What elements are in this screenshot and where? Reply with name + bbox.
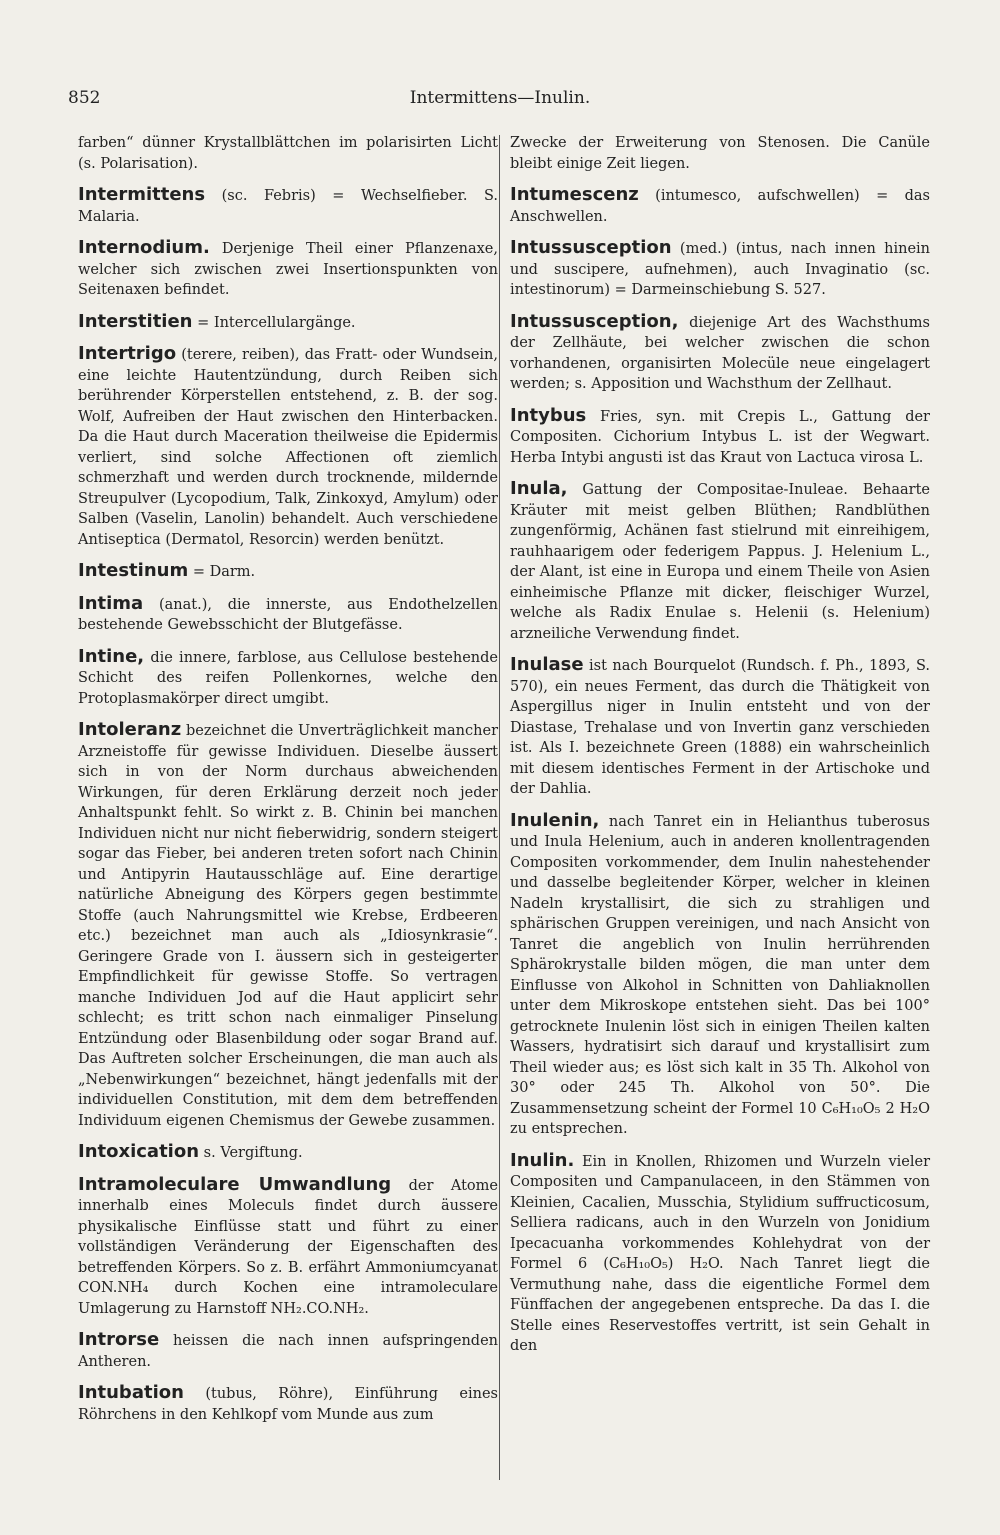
entry-intertrigo bbox=[78, 344, 498, 550]
entry-headword: Inulase bbox=[510, 654, 584, 675]
entry-text: der Atome innerhalb eines Moleculs findet durch äussere physikalische Einflüsse statt und führt zu einer vollständigen Veränderung der Eigenschaften des betreffenden Körpers. So z. B. erfährt Ammoniumcyanat CON.NH₄ durch Kochen eine intramoleculare Umlagerung zu Harnstoff NH₂.CO.NH₂. bbox=[78, 1177, 498, 1317]
entry-intoleranz bbox=[78, 720, 498, 1131]
column-divider bbox=[499, 135, 500, 1480]
entry-headword: Intussusception bbox=[510, 237, 672, 258]
entry-text: (sc. Febris) = Wechselfieber. S. Malaria. bbox=[78, 188, 498, 225]
entry-text: s. Vergiftung. bbox=[203, 1145, 303, 1161]
entry-introrse bbox=[78, 1330, 498, 1372]
entry-headword: Intoxication bbox=[78, 1141, 200, 1162]
entry-intussusception bbox=[510, 312, 930, 395]
entry-headword: Intramoleculare Umwandlung bbox=[78, 1173, 392, 1195]
entry-headword: Intima bbox=[78, 592, 144, 614]
entry-headword: Inulin. bbox=[510, 1149, 575, 1171]
entry-inulenin bbox=[510, 811, 930, 1140]
entry-intestinum bbox=[78, 561, 498, 583]
entry-text: (med.) (intus, nach innen hinein und suscipere, aufnehmen), auch Invaginatio (sc. intestinorum) = Darmeinschiebung S. 527. bbox=[510, 241, 931, 298]
entry-text: = Darm. bbox=[192, 564, 256, 580]
entry-text: ist nach Bourquelot (Rundsch. f. Ph., 1893, S. 570), ein neues Ferment, das durch die Thätigkeit von Aspergillus niger in Inulin entsteht und von der Diastase, Trehalase und von Invertin ganz verschieden ist. Als I. bezeichnete Green (1888) ein wahrscheinlich mit diesem identisches Ferment in der Artischoke und der Dahlia. bbox=[510, 658, 931, 797]
entry-intubation bbox=[78, 1383, 498, 1425]
entry-headword: Intine, bbox=[78, 645, 145, 667]
entry-continuation bbox=[510, 133, 930, 174]
entry-inulin bbox=[510, 1151, 930, 1357]
entry-text: bezeichnet die Unverträglichkeit mancher Arzneistoffe für gewisse Individuen. Dieselbe äussert sich in von der Norm durchaus abweichenden Wirkungen, für deren Erklärung derzeit noch jeder Anhaltspunkt fehlt. So wirkt z. B. Chinin bei manchen Individuen nicht nur nicht fieberwidrig, sondern steigert sogar das Fieber, bei anderen treten sofort nach Chinin und Antipyrin Hautausschläge auf. Eine derartige natürliche Abneigung des Körpers gegen bestimmte Stoffe (auch Nahrungsmittel wie Krebse, Erdbeeren etc.) bezeichnet man auch als „Idiosynkrasie“. Geringere Grade von I. äussern sich in gesteigerter Empfindlichkeit für gewisse Stoffe. So vertragen manche Individuen Jod auf die Haut applicirt sehr schlecht; es tritt schon nach einmaliger Pinselung Entzündung oder Blasenbildung oder sogar Brand auf. Das Auftreten solcher Erscheinungen, die man auch als „Nebenwirkungen“ bezeichnet, hängt jedenfalls mit der individuellen Constitution, mit dem dem betreffenden Individuum eigenen Chemismus der Gewebe zusammen. bbox=[78, 723, 498, 1129]
entry-text: nach Tanret ein in Helianthus tuberosus und Inula Helenium, auch in anderen knollentragenden Compositen vorkommender, dem Inulin nahestehender und dasselbe begleitender Körper, welcher in kleinen Nadeln krystallisirt, die sich zu strahligen und sphärischen Gruppen vereinigen, und nach Ansicht von Tanret die angeblich von Inulin herrührenden Sphärokrystalle bilden mögen, die man unter dem Einflusse von Alkohol in Schnitten von Dahliaknollen unter dem Mikroskope entstehen sieht. Das bei 100° getrocknete Inulenin löst sich in einigen Theilen kalten Wassers, hydratisirt sich darauf und krystallisirt zum Theil wieder aus; es löst sich kalt in 35 Th. Alkohol von 30° oder 245 Th. Alkohol von 50°. Die Zusammensetzung scheint der Formel 10 C₆H₁₀O₅ 2 H₂O zu entsprechen. bbox=[510, 813, 930, 1137]
entry-headword: Inulenin, bbox=[510, 809, 600, 831]
entry-interstitien bbox=[78, 312, 498, 334]
entry-headword: Intestinum bbox=[78, 560, 189, 581]
entry-intramoleculare-umwandlung bbox=[78, 1175, 498, 1320]
entry-headword: Intoleranz bbox=[78, 719, 182, 740]
entry-text: (terere, reiben), das Fratt- oder Wundsein, eine leichte Hautentzündung, durch Reiben sich berührender Körperstellen entstehend, z. B. der sog. Wolf, Aufreiben der Haut zwischen den Hinterbacken. Da die Haut durch Maceration theilweise die Epidermis verliert, sind solche Affectionen oft ziemlich schmerzhaft und werden durch trocknende, mildernde Streupulver (Lycopodium, Talk, Zinkoxyd, Amylum) oder Salben (Vaselin, Lanolin) behandelt. Auch verschiedene Antiseptica (Dermatol, Resorcin) werden benützt. bbox=[78, 347, 499, 548]
entry-text: die innere, farblose, aus Cellulose bestehende Schicht des reifen Pollenkornes, welche den Protoplasmakörper direct umgibt. bbox=[78, 649, 498, 707]
entry-headword: Internodium. bbox=[78, 237, 210, 258]
entry-intima bbox=[78, 594, 498, 636]
right-column bbox=[510, 133, 930, 1368]
entry-continuation bbox=[78, 133, 498, 174]
left-column bbox=[78, 133, 498, 1436]
entry-intine bbox=[78, 647, 498, 710]
entry-text: (intumesco, aufschwellen) = das Anschwellen. bbox=[510, 188, 930, 225]
entry-inulase bbox=[510, 655, 930, 800]
entry-text: heissen die nach innen aufspringenden Antheren. bbox=[78, 1333, 498, 1370]
entry-intybus bbox=[510, 406, 930, 469]
entry-text: diejenige Art des Wachsthums der Zellhäute, bei welcher zwischen die schon vorhandenen, organisirten Molecüle neue eingelagert werden; s. Apposition und Wachsthum der Zellhaut. bbox=[510, 314, 931, 392]
entry-text: farben“ dünner Krystallblättchen im polarisirten Licht (s. Polarisation). bbox=[78, 135, 498, 172]
entry-text: = Intercellulargänge. bbox=[197, 314, 356, 331]
running-head: Intermittens—Inulin. bbox=[409, 88, 591, 108]
entry-text: Zwecke der Erweiterung von Stenosen. Die Canüle bleibt einige Zeit liegen. bbox=[510, 135, 930, 172]
entry-text: Ein in Knollen, Rhizomen und Wurzeln vieler Compositen und Campanulaceen, in den Stämmen von Kleinien, Cacalien, Musschia, Stylidium suffructicosum, Selliera radicans, auch in den Wurzeln von Jonidium Ipecacuanha vorkommendes Kohlehydrat von der Formel 6 (C₆H₁₀O₅) H₂O. Nach Tanret liegt die Vermuthung nahe, dass die eigentliche Formel dem Fünffachen der angegebenen entspreche. Da das I. die Stelle eines Reservestoffes vertritt, ist sein Gehalt in den bbox=[510, 1153, 931, 1354]
entry-headword: Intybus bbox=[510, 404, 587, 426]
entry-text: (tubus, Röhre), Einführung eines Röhrchens in den Kehlkopf vom Munde aus zum bbox=[78, 1386, 498, 1423]
entry-headword: Intussusception, bbox=[510, 310, 679, 332]
entry-text: (anat.), die innerste, aus Endothelzellen bestehende Gewebsschicht der Blutgefässe. bbox=[78, 596, 499, 633]
entry-intermittens bbox=[78, 185, 498, 227]
entry-headword: Intermittens bbox=[78, 184, 206, 205]
entry-text: Gattung der Compositae-Inuleae. Behaarte Kräuter mit meist gelben Blüthen; Randblüthen zungenförmig, Achänen fast stielrund mit einreihigem, rauhhaarigem oder federigem Pappus. J. Helenium L., der Alant, ist eine in Europa und einem Theile von Asien einheimische Pflanze mit dicker, fleischiger Wurzel, welche als Radix Enulae s. Helenii (s. Helenium) arzneiliche Verwendung findet. bbox=[510, 482, 930, 642]
entry-intumescenz bbox=[510, 185, 930, 227]
entry-internodium bbox=[78, 238, 498, 301]
entry-intussusception-med bbox=[510, 238, 930, 301]
entry-inula bbox=[510, 479, 930, 644]
entry-intoxication bbox=[78, 1142, 498, 1164]
entry-headword: Intumescenz bbox=[510, 184, 639, 205]
entry-headword: Intubation bbox=[78, 1382, 184, 1403]
entry-text: Fries, syn. mit Crepis L., Gattung der Compositen. Cichorium Intybus L. ist der Wegwart. Herba Intybi angusti ist das Kraut von Lactuca virosa L. bbox=[510, 408, 930, 466]
entry-headword: Interstitien bbox=[78, 310, 193, 332]
entry-text: Derjenige Theil einer Pflanzenaxe, welcher sich zwischen zwei Insertionspunkten von Seitenaxen befindet. bbox=[78, 241, 498, 298]
entry-headword: Intertrigo bbox=[78, 343, 177, 364]
page-number: 852 bbox=[68, 88, 101, 108]
entry-headword: Inula, bbox=[510, 478, 568, 499]
entry-headword: Introrse bbox=[78, 1329, 160, 1350]
